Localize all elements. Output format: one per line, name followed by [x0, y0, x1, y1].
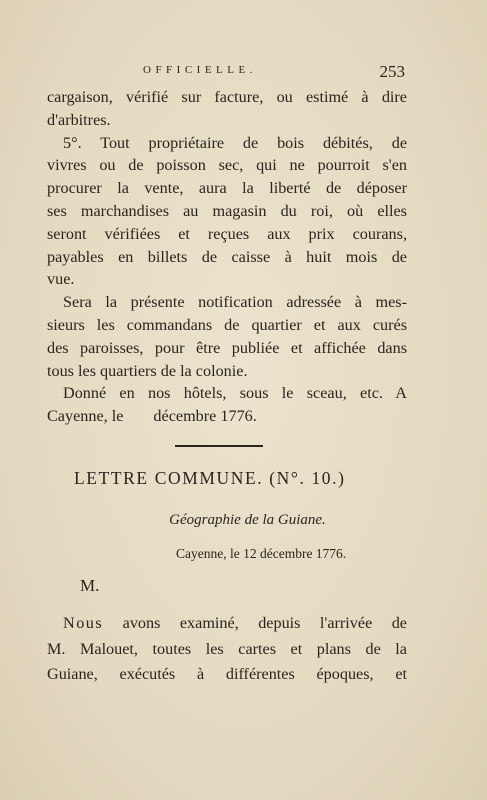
running-head: [143, 62, 405, 82]
text-fragment: avons examiné, depuis l'arrivée de: [103, 614, 407, 632]
text-line: [47, 611, 407, 637]
text-line: seront vérifiées et reçues aux prix courans,: [47, 224, 407, 243]
letter-subtitle: Géographie de la Guiane.: [169, 512, 326, 528]
text-line: Donné en nos hôtels, sous le sceau, etc. A: [63, 384, 407, 403]
letter-heading: LETTRE COMMUNE. (N°. 10.): [74, 468, 346, 488]
letter-body: [47, 611, 407, 688]
text-line: payables en billets de caisse à huit mois de: [47, 247, 407, 266]
text-line: sieurs les commandans de quartier et aux curés: [47, 315, 407, 334]
section-divider: [175, 445, 263, 447]
page-number: 253: [379, 62, 405, 81]
text-line: cargaison, vérifié sur facture, ou estimé à dire: [47, 88, 407, 106]
letter-dateline: Cayenne, le 12 décembre 1776.: [176, 546, 347, 561]
text-line: 5°. Tout propriétaire de bois débités, de: [63, 133, 407, 152]
text-line: [47, 405, 407, 428]
text-line: ses marchandises au magasin du roi, où elles: [47, 201, 407, 220]
text-line: des paroisses, pour être publiée et affichée dans: [47, 338, 407, 357]
text-line: d'arbitres.: [47, 110, 111, 129]
date-place: Cayenne, le: [47, 407, 124, 426]
opening-word: Nous: [63, 614, 104, 632]
date-month-year: décembre 1776.: [153, 407, 257, 426]
text-line: Guiane, exécutés à différentes époques, et: [47, 665, 407, 683]
letter-salutation: M.: [80, 576, 100, 595]
notification-text: [47, 86, 407, 428]
text-line: vue.: [47, 270, 75, 289]
running-title: OFFICIELLE.: [143, 64, 257, 76]
text-line: Sera la présente notification adressée à mes-: [63, 293, 407, 312]
text-line: tous les quartiers de la colonie.: [47, 361, 248, 380]
text-line: vivres ou de poisson sec, qui ne pourroit s'en: [47, 156, 407, 175]
text-line: procurer la vente, aura la liberté de déposer: [47, 179, 407, 198]
text-line: M. Malouet, toutes les cartes et plans de la: [47, 639, 407, 658]
